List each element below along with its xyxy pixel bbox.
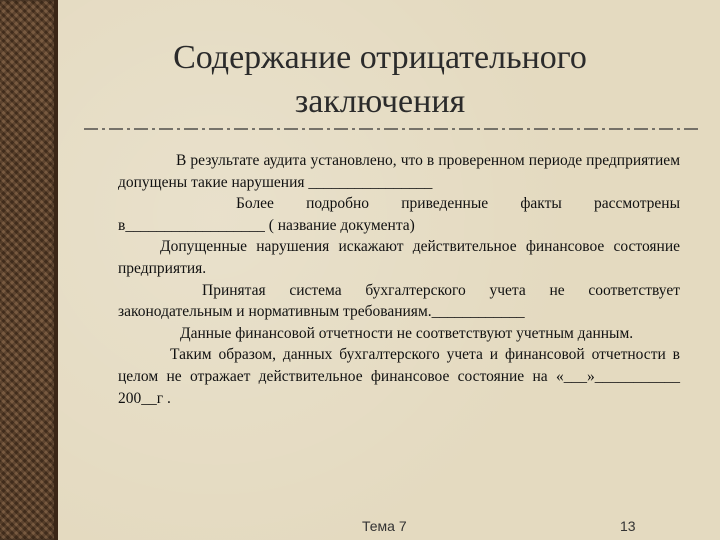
title-divider	[84, 124, 700, 134]
paragraph-5: Данные финансовой отчетности не соответствуют учетным данным.	[180, 324, 634, 342]
slide-title	[110, 36, 650, 124]
paragraph-4: Принятая система бухгалтерского учета не соответствует законодательным и нормативным требованиям.____________	[118, 281, 680, 321]
footer-topic: Тема 7	[362, 518, 407, 534]
paragraph-6: Таким образом, данных бухгалтерского учета и финансовой отчетности в целом не отражает действительное финансовое состояние на «___»___________ 200__г .	[118, 346, 680, 407]
title-line-1: Содержание отрицательного	[173, 39, 587, 76]
slide-body	[118, 150, 680, 409]
title-line-2: заключения	[294, 83, 466, 120]
paragraph-3: Допущенные нарушения искажают действительное финансовое состояние предприятия.	[118, 238, 680, 277]
page-number: 13	[620, 518, 636, 534]
binding-edge	[54, 0, 58, 540]
decorative-binding	[0, 0, 58, 540]
paragraph-1: В результате аудита установлено, что в проверенном периоде предприятием допущены такие нарушения ________________	[118, 152, 680, 191]
paragraph-2: Более подробно приведенные факты рассмотрены в__________________ ( название документа)	[118, 195, 680, 234]
